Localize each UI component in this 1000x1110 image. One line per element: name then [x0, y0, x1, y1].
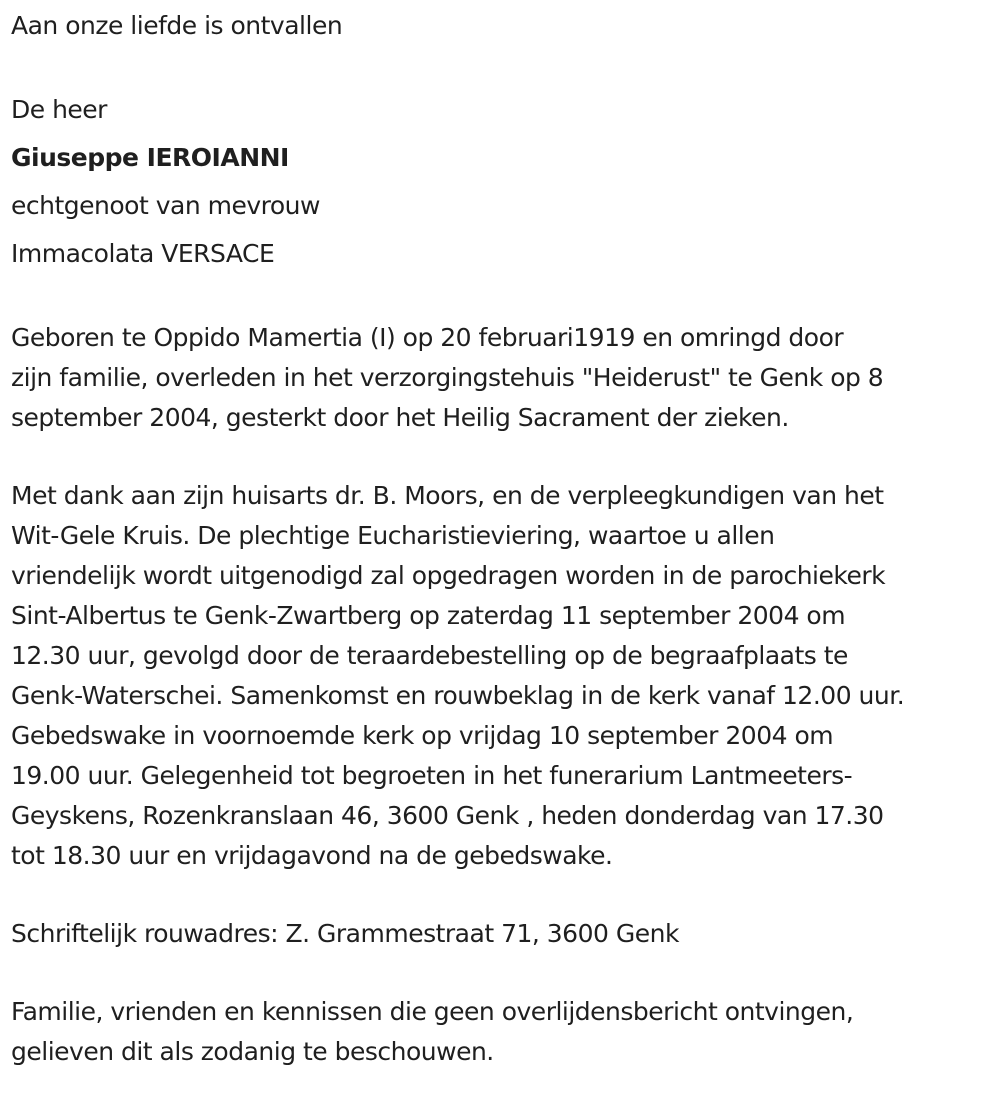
deceased-block [11, 86, 996, 278]
paragraph-line: Wit-Gele Kruis. De plechtige Eucharistieviering, waartoe u allen [11, 521, 775, 550]
relation-line: echtgenoot van mevrouw [11, 191, 320, 220]
paragraph-line: 19.00 uur. Gelegenheid tot begroeten in het funerarium Lantmeeters- [11, 761, 853, 790]
paragraph-line: zijn familie, overleden in het verzorgingstehuis "Heiderust" te Genk op 8 [11, 363, 884, 392]
paragraph-line: Met dank aan zijn huisarts dr. B. Moors, en de verpleegkundigen van het [11, 481, 884, 510]
paragraph-line: 12.30 uur, gevolgd door de teraardebestelling op de begraafplaats te [11, 641, 848, 670]
paragraph-line: Familie, vrienden en kennissen die geen overlijdensbericht ontvingen, [11, 997, 854, 1026]
paragraph-line: september 2004, gesterkt door het Heilig Sacrament der zieken. [11, 403, 789, 432]
obituary-notice [11, 6, 996, 1110]
birth-death-paragraph [11, 318, 996, 438]
paragraph-line: Gebedswake in voornoemde kerk op vrijdag 10 september 2004 om [11, 721, 834, 750]
salutation: De heer [11, 95, 107, 124]
paragraph-line: Geyskens, Rozenkranslaan 46, 3600 Genk , heden donderdag van 17.30 [11, 801, 884, 830]
paragraph-line: Genk-Waterschei. Samenkomst en rouwbeklag in de kerk vanaf 12.00 uur. [11, 681, 905, 710]
address-paragraph [11, 914, 996, 954]
deceased-name: Giuseppe IEROIANNI [11, 143, 289, 172]
mourning-address: Schriftelijk rouwadres: Z. Grammestraat 71, 3600 Genk [11, 919, 679, 948]
paragraph-line: Sint-Albertus te Genk-Zwartberg op zaterdag 11 september 2004 om [11, 601, 846, 630]
spouse-name: Immacolata VERSACE [11, 239, 275, 268]
paragraph-line: gelieven dit als zodanig te beschouwen. [11, 1037, 494, 1066]
closing-paragraph [11, 992, 996, 1072]
ceremony-paragraph [11, 476, 996, 876]
intro-line: Aan onze liefde is ontvallen [11, 11, 343, 40]
paragraph-line: tot 18.30 uur en vrijdagavond na de gebedswake. [11, 841, 613, 870]
paragraph-line: vriendelijk wordt uitgenodigd zal opgedragen worden in de parochiekerk [11, 561, 886, 590]
paragraph-line: Geboren te Oppido Mamertia (I) op 20 februari1919 en omringd door [11, 323, 844, 352]
